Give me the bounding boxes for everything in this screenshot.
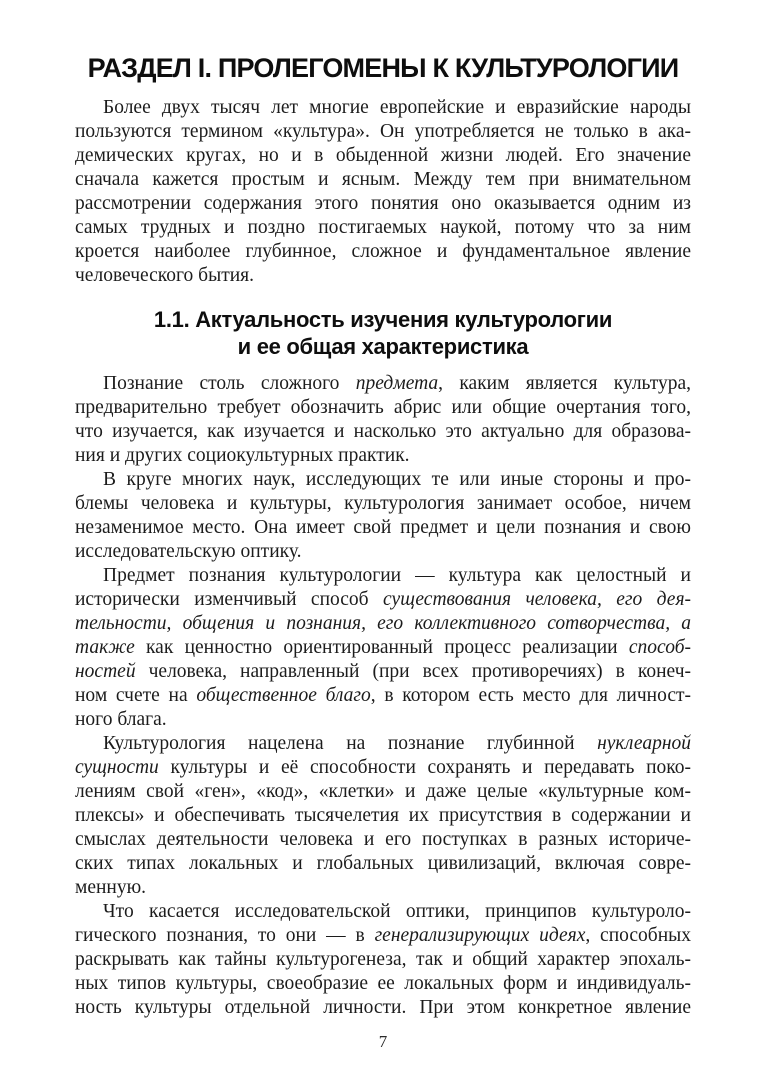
text-run: В круге многих наук, исследующих те или иные стороны и про-	[103, 469, 691, 490]
text-line	[75, 924, 691, 948]
text-line	[75, 852, 691, 876]
text-run: пользуются термином «культура». Он употребляется не только в ака-	[75, 121, 691, 142]
italic-run: предмета	[355, 373, 439, 394]
text-run: предварительно требует обозначить абрис или общие очертания того,	[75, 397, 691, 418]
text-run: ния и других социокультурных практик.	[75, 445, 410, 466]
text-run: ских типах локальных и глобальных цивилизаций, включая совре-	[75, 853, 691, 874]
text-line	[75, 396, 691, 420]
paragraph	[75, 900, 691, 1020]
text-run: Более двух тысяч лет многие европейские и евразийские народы	[103, 97, 691, 118]
text-run: ность культуры отдельной личности. При этом конкретное явление	[75, 997, 691, 1018]
italic-run: генерализирующих идеях	[374, 925, 586, 946]
italic-run: сущности	[75, 757, 159, 778]
text-run: ных типов культуры, своеобразие ее локальных форм и индивидуаль-	[75, 973, 691, 994]
text-line	[75, 564, 691, 588]
text-line	[75, 168, 691, 192]
section-heading-line: 1.1. Актуальность изучения культурологии	[153, 307, 613, 332]
italic-run: нуклеарной	[597, 733, 691, 754]
text-line	[75, 804, 691, 828]
text-run: исторически изменчивый способ	[75, 589, 384, 610]
text-run: как ценностно ориентированный процесс реализации	[134, 637, 629, 658]
paragraph	[75, 372, 691, 468]
body-paragraphs	[75, 96, 691, 1020]
text-line	[75, 708, 691, 732]
text-line	[75, 684, 691, 708]
text-run: Что касается исследовательской оптики, принципов культуроло-	[103, 901, 691, 922]
text-run: сначала кажется простым и ясным. Между тем при внимательном	[75, 169, 691, 190]
italic-run: общественное благо	[196, 685, 371, 706]
text-line	[75, 660, 691, 684]
text-run: лениям свой «ген», «код», «клетки» и даже целые «культурные ком-	[75, 781, 691, 802]
page-content-area	[75, 52, 691, 1020]
text-line	[75, 588, 691, 612]
text-line	[75, 420, 691, 444]
text-line	[75, 948, 691, 972]
text-line	[75, 828, 691, 852]
text-run: Культурология нацелена на познание глубинной	[103, 733, 598, 754]
text-run: культуры и её способности сохранять и передавать поко-	[158, 757, 691, 778]
text-run: Предмет познания культурологии — культура как целостный и	[103, 565, 691, 586]
paragraph	[75, 732, 691, 900]
text-run: исследовательскую оптику.	[75, 541, 302, 562]
text-run: менную.	[75, 877, 147, 898]
text-line	[75, 612, 691, 636]
text-run: , каким является культура,	[438, 373, 692, 394]
text-line	[75, 120, 691, 144]
text-line	[75, 468, 691, 492]
page-footer	[75, 1032, 691, 1052]
text-line	[75, 780, 691, 804]
paragraph	[75, 96, 691, 288]
text-run: , способных	[585, 925, 691, 946]
text-line	[75, 876, 691, 900]
text-run: смыслах деятельности человека и его поступках в разных историче-	[75, 829, 691, 850]
text-run: человека, направленный (при всех противоречиях) в конеч-	[135, 661, 691, 682]
section-heading	[75, 306, 691, 360]
text-run: гического познания, то они — в	[75, 925, 375, 946]
text-run: раскрывать как тайны культурогенеза, так и общий характер эпохаль-	[75, 949, 691, 970]
text-line	[75, 996, 691, 1020]
text-line	[75, 96, 691, 120]
text-line	[75, 516, 691, 540]
text-line	[75, 756, 691, 780]
text-run: человеческого бытия.	[75, 265, 255, 286]
text-run: рассмотрении содержания этого понятия оно оказывается одним из	[75, 193, 691, 214]
text-line	[75, 372, 691, 396]
text-run: , в котором есть место для личност-	[370, 685, 691, 706]
text-line	[75, 264, 691, 288]
italic-run: ностей	[75, 661, 136, 682]
text-run: плексы» и обеспечивать тысячелетия их присутствия в содержании и	[75, 805, 691, 826]
text-line	[75, 732, 691, 756]
text-line	[75, 492, 691, 516]
text-line	[75, 444, 691, 468]
section-heading-line: и ее общая характеристика	[237, 334, 529, 359]
text-run: что изучается, как изучается и насколько это актуально для образова-	[75, 421, 691, 442]
text-run: блемы человека и культуры, культурология занимает особое, ничем	[75, 493, 691, 514]
paragraph	[75, 564, 691, 732]
text-line	[75, 900, 691, 924]
text-run: Познание столь сложного	[103, 373, 356, 394]
text-line	[75, 636, 691, 660]
paragraph	[75, 468, 691, 564]
page-title: РАЗДЕЛ I. ПРОЛЕГОМЕНЫ К КУЛЬТУРОЛОГИИ	[87, 53, 679, 83]
text-run: самых трудных и поздно постигаемых наукой, потому что за ним	[75, 217, 691, 238]
text-line	[75, 216, 691, 240]
text-run: незаменимое место. Она имеет свой предмет и цели познания и свою	[75, 517, 691, 538]
italic-run: также	[75, 637, 135, 658]
text-run: ного блага.	[75, 709, 167, 730]
italic-run: способ-	[628, 637, 691, 658]
text-run: демических кругах, но и в обыденной жизни людей. Его значение	[75, 145, 691, 166]
page-number: 7	[378, 1032, 388, 1051]
text-line	[75, 240, 691, 264]
text-line	[75, 144, 691, 168]
italic-run: тельности, общения и познания, его коллективного сотворчества, а	[75, 613, 691, 634]
text-line	[75, 540, 691, 564]
text-line	[75, 972, 691, 996]
text-run: кроется наиболее глубинное, сложное и фундаментальное явление	[75, 241, 691, 262]
text-run: ном счете на	[75, 685, 197, 706]
text-line	[75, 192, 691, 216]
italic-run: существования человека, его дея-	[383, 589, 691, 610]
